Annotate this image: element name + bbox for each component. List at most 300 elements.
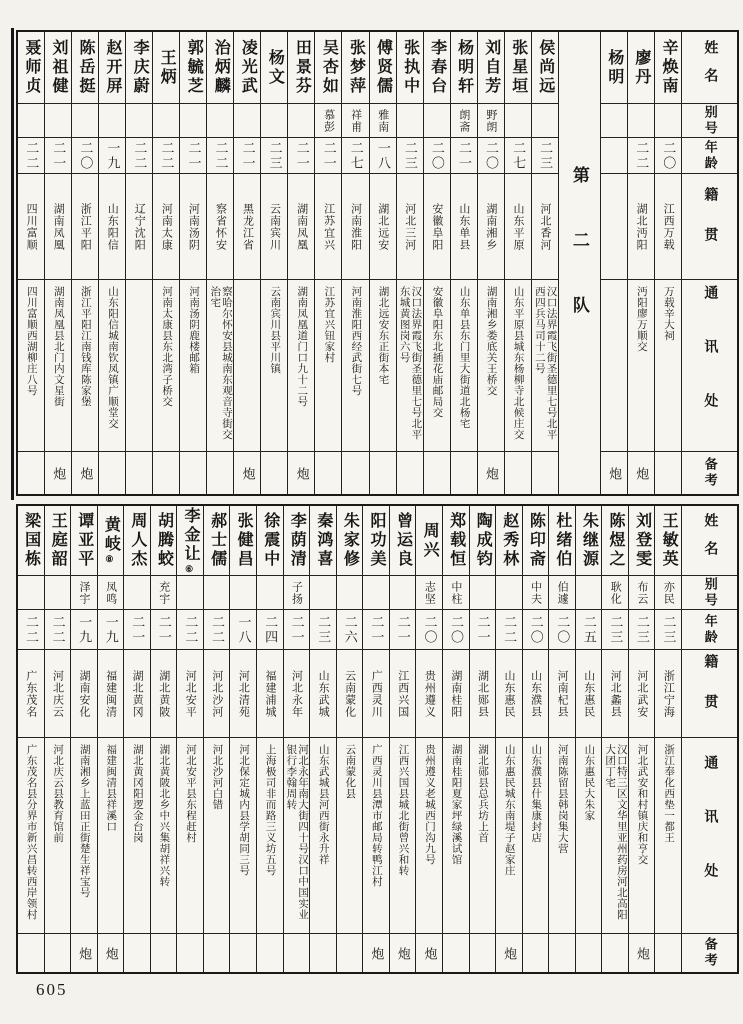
person-alias-cell — [532, 104, 558, 138]
person-remark-cell: 炮 — [634, 946, 650, 960]
person-alias-cell — [363, 576, 389, 610]
person-address-cell: 广西灵川县潭市邮局转鸭江村 — [363, 738, 389, 934]
person-name: 李春台 — [428, 39, 446, 96]
person-remark-cell: 炮 — [422, 946, 438, 960]
person-name: 秦鸿喜 — [314, 512, 332, 569]
person-age-cell: 二〇 — [523, 610, 549, 650]
person-name: 杨明 — [605, 48, 623, 87]
person-native-place-cell: 湖北郧县 — [470, 650, 496, 738]
person-native-place-cell: 察省怀安 — [207, 174, 233, 280]
person-native-place-cell: 湖南湘乡 — [478, 174, 504, 280]
person-name-cell — [505, 32, 531, 104]
person-address-cell: 山东惠民大朱家 — [576, 738, 602, 934]
person-column — [71, 32, 98, 494]
person-age-cell: 二一 — [390, 610, 416, 650]
person-name-cell — [72, 32, 98, 104]
person-name: 辛焕南 — [659, 39, 677, 96]
person-native-place-cell: 山东惠民 — [576, 650, 602, 738]
person-native-place-cell: 湖北黄陂 — [151, 650, 177, 738]
row-label: 年龄 — [682, 138, 737, 174]
person-native-place-cell: 湖北黄冈 — [124, 650, 150, 738]
person-alias-cell — [72, 104, 98, 138]
person-remark-cell — [655, 934, 681, 972]
person-name-cell — [71, 506, 97, 576]
person-native-place-cell: 山东阳信 — [99, 174, 125, 280]
person-name-cell — [416, 506, 442, 576]
person-name: 赵开屏 — [104, 39, 122, 96]
person-age-cell: 二〇 — [549, 610, 575, 650]
person-column — [341, 32, 368, 494]
person-alias-cell — [99, 104, 125, 138]
person-alias-cell: 中夫 — [523, 576, 549, 610]
person-alias-cell: 慕彭 — [315, 104, 341, 138]
person-column — [415, 506, 442, 972]
person-column — [654, 32, 681, 494]
person-column — [44, 32, 71, 494]
person-name: 侯尚远 — [536, 39, 554, 96]
row-label: 年龄 — [682, 610, 737, 650]
person-column — [176, 506, 203, 972]
person-age-cell: 二一 — [151, 610, 177, 650]
person-address-cell: 福建闽清县祥溪口 — [98, 738, 124, 934]
person-alias-cell: 朗斋 — [451, 104, 477, 138]
person-remark-cell — [204, 934, 230, 972]
person-remark-cell — [370, 452, 396, 494]
person-address-cell: 湖北郧县总兵坊上首 — [470, 738, 496, 934]
person-age-cell: 二二 — [496, 610, 522, 650]
person-name-cell — [315, 32, 341, 104]
person-age-cell: 二五 — [576, 610, 602, 650]
person-alias-cell — [204, 576, 230, 610]
person-native-place-cell: 广东茂名 — [18, 650, 44, 738]
person-alias-cell — [397, 104, 423, 138]
person-native-place-cell: 福建闽清 — [98, 650, 124, 738]
person-address-cell — [234, 280, 260, 452]
person-name-cell — [337, 506, 363, 576]
person-age-cell: 二三 — [261, 138, 287, 174]
person-age-cell: 二二 — [153, 138, 179, 174]
person-native-place-cell: 浙江宁海 — [655, 650, 681, 738]
person-age-cell: 二一 — [363, 610, 389, 650]
person-name: 刘自芳 — [482, 39, 500, 96]
person-age-cell: 二一 — [180, 138, 206, 174]
person-column — [150, 506, 177, 972]
person-remark-cell — [180, 452, 206, 494]
person-column — [70, 506, 97, 972]
person-name-cell — [230, 506, 256, 576]
team-divider-column — [558, 32, 600, 494]
team-divider-label: 第二队 — [569, 165, 589, 361]
person-age-cell: 二三 — [655, 610, 681, 650]
person-address-cell: 汉口特三区文华里亚州药房河北高阳大团丁宅 — [602, 738, 628, 934]
person-name-cell — [234, 32, 260, 104]
person-age-cell: 二〇 — [416, 610, 442, 650]
person-alias-cell — [18, 104, 44, 138]
person-alias-cell — [288, 104, 314, 138]
person-column — [125, 32, 152, 494]
person-native-place-cell: 湖南桂阳 — [443, 650, 469, 738]
person-column — [18, 32, 44, 494]
person-name: 聂师贞 — [22, 39, 40, 96]
person-name-cell — [126, 32, 152, 104]
person-native-place-cell: 山东平原 — [505, 174, 531, 280]
person-native-place-cell: 山东濮县 — [523, 650, 549, 738]
person-name: 郭毓芝 — [185, 39, 203, 96]
person-name: 刘祖健 — [49, 39, 67, 96]
person-name-cell — [390, 506, 416, 576]
person-name-cell — [310, 506, 336, 576]
person-alias-cell — [655, 104, 681, 138]
person-column — [423, 32, 450, 494]
person-name: 傅贤儒 — [374, 39, 392, 96]
person-alias-cell: 凤鸣 — [98, 576, 124, 610]
person-alias-cell: 中柱 — [443, 576, 469, 610]
person-alias-cell — [18, 576, 44, 610]
person-alias-cell: 亦民 — [655, 576, 681, 610]
person-name-cell — [177, 506, 203, 576]
person-column — [336, 506, 363, 972]
person-remark-cell: 炮 — [395, 946, 411, 960]
row-label: 通讯处 — [682, 738, 737, 934]
person-column — [309, 506, 336, 972]
person-name-cell — [342, 32, 368, 104]
person-alias-cell — [505, 104, 531, 138]
person-address-cell: 湖南凤凰道门口九十二号 — [288, 280, 314, 452]
row-label: 籍贯 — [682, 650, 737, 738]
person-native-place-cell: 云南宾川 — [261, 174, 287, 280]
person-remark-cell — [177, 934, 203, 972]
person-age-cell: 二二 — [45, 610, 71, 650]
person-address-cell: 河北安平县东程赶村 — [177, 738, 203, 934]
person-alias-cell — [153, 104, 179, 138]
person-column — [97, 506, 124, 972]
person-name: 郑载恒 — [447, 512, 465, 569]
person-age-cell: 二〇 — [443, 610, 469, 650]
person-name-cell — [370, 32, 396, 104]
person-column — [531, 32, 558, 494]
person-remark-cell — [99, 452, 125, 494]
person-address-cell: 浙江平阳江南钱库陈家堡 — [72, 280, 98, 452]
row-label: 姓名 — [682, 506, 737, 576]
person-alias-cell: 雅南 — [370, 104, 396, 138]
person-name: 周人杰 — [128, 512, 146, 569]
person-remark-cell — [153, 452, 179, 494]
person-address-cell: 湖北黄冈阳逻金台岗 — [124, 738, 150, 934]
person-name: 陶成钧 — [474, 512, 492, 569]
person-alias-cell: 祥甫 — [342, 104, 368, 138]
person-remark-cell: 炮 — [484, 466, 500, 480]
person-remark-cell: 炮 — [369, 946, 385, 960]
person-age-cell: 二〇 — [424, 138, 450, 174]
person-column — [260, 32, 287, 494]
person-address-cell: 河北保定城内县学胡同三号 — [230, 738, 256, 934]
person-column — [179, 32, 206, 494]
person-remark-cell — [470, 934, 496, 972]
person-name: 田景芬 — [293, 39, 311, 96]
person-age-cell: 二三 — [532, 138, 558, 174]
person-native-place-cell: 江西万载 — [655, 174, 681, 280]
person-alias-cell — [180, 104, 206, 138]
person-alias-cell — [576, 576, 602, 610]
person-name-cell — [207, 32, 233, 104]
person-address-cell: 万载辛大祠 — [655, 280, 681, 452]
person-address-cell: 山东濮县什集康封店 — [523, 738, 549, 934]
person-address-cell: 江苏宜兴钮家村 — [315, 280, 341, 452]
person-native-place-cell — [601, 174, 627, 280]
person-column — [229, 506, 256, 972]
person-address-cell: 河北沙河白错 — [204, 738, 230, 934]
person-age-cell: 一八 — [370, 138, 396, 174]
person-age-cell: 二〇 — [655, 138, 681, 174]
person-native-place-cell: 浙江平阳 — [72, 174, 98, 280]
person-column — [495, 506, 522, 972]
person-alias-cell — [257, 576, 283, 610]
upper-roster-table — [16, 30, 739, 496]
person-native-place-cell: 河北香河 — [532, 174, 558, 280]
person-name: 朱继源 — [580, 512, 598, 569]
person-name: 张执中 — [401, 39, 419, 96]
person-column — [152, 32, 179, 494]
person-remark-cell — [451, 452, 477, 494]
person-remark-cell — [261, 452, 287, 494]
person-column — [654, 506, 681, 972]
person-name: 赵秀林 — [500, 512, 518, 569]
person-name: 张梦萍 — [347, 39, 365, 96]
person-name: 李金让 — [182, 506, 200, 564]
person-native-place-cell: 福建浦城 — [257, 650, 283, 738]
person-column — [575, 506, 602, 972]
person-age-cell: 二二 — [18, 610, 44, 650]
person-age-cell: 二一 — [315, 138, 341, 174]
person-name: 凌光武 — [239, 39, 257, 96]
person-age-cell: 二〇 — [72, 138, 98, 174]
person-name-cell — [628, 32, 654, 104]
person-alias-cell: 布云 — [629, 576, 655, 610]
person-name: 陈印斋 — [527, 512, 545, 569]
person-name: 刘登雯 — [633, 512, 651, 569]
person-column — [314, 32, 341, 494]
lower-roster-table — [16, 504, 739, 974]
person-name-cell — [655, 506, 681, 576]
person-name-cell — [496, 506, 522, 576]
person-column — [442, 506, 469, 972]
person-alias-cell — [234, 104, 260, 138]
person-age-cell: 二三 — [310, 610, 336, 650]
person-native-place-cell: 河北清苑 — [230, 650, 256, 738]
person-name: 廖丹 — [632, 48, 650, 87]
person-address-cell: 河北武安和村镇庆和亨交 — [629, 738, 655, 934]
person-name-cell — [204, 506, 230, 576]
person-age-cell: 二二 — [628, 138, 654, 174]
person-age-cell: 二二 — [204, 610, 230, 650]
footnote-mark: ⑧ — [105, 555, 116, 565]
person-name: 曾运良 — [394, 512, 412, 569]
person-column — [256, 506, 283, 972]
person-remark-cell — [230, 934, 256, 972]
person-column — [233, 32, 260, 494]
person-name-cell — [99, 32, 125, 104]
person-name: 张星垣 — [509, 39, 527, 96]
page-number: 605 — [36, 980, 68, 999]
footnote-mark: ⑥ — [185, 564, 196, 575]
person-native-place-cell: 山东惠民 — [496, 650, 522, 738]
person-address-cell: 湖南湘乡娄底关王桥交 — [478, 280, 504, 452]
person-native-place-cell: 江苏宜兴 — [315, 174, 341, 280]
person-name-cell — [284, 506, 310, 576]
person-remark-cell — [18, 934, 44, 972]
person-remark-cell — [576, 934, 602, 972]
person-name-cell — [45, 32, 71, 104]
person-address-cell: 浙江奉化西垫一都王 — [655, 738, 681, 934]
person-alias-cell — [126, 104, 152, 138]
person-remark-cell: 炮 — [294, 466, 310, 480]
person-alias-cell: 充宇 — [151, 576, 177, 610]
person-name: 陈煜之 — [607, 512, 625, 569]
person-alias-cell: 泽宇 — [71, 576, 97, 610]
row-label: 别号 — [682, 576, 737, 610]
person-remark-cell — [315, 452, 341, 494]
person-native-place-cell: 河北武安 — [629, 650, 655, 738]
person-age-cell: 二一 — [45, 138, 71, 174]
person-native-place-cell: 河南太康 — [153, 174, 179, 280]
person-name-cell — [397, 32, 423, 104]
person-native-place-cell: 安徽阜阳 — [424, 174, 450, 280]
person-alias-cell — [390, 576, 416, 610]
person-age-cell: 二三 — [602, 610, 628, 650]
person-column — [389, 506, 416, 972]
person-remark-cell: 炮 — [78, 466, 94, 480]
person-name: 郝士儒 — [208, 512, 226, 569]
person-remark-cell — [126, 452, 152, 494]
person-name: 杜绪伯 — [553, 512, 571, 569]
person-name: 阳功美 — [367, 512, 385, 569]
person-name-cell — [98, 506, 124, 576]
person-native-place-cell: 河北沙河 — [204, 650, 230, 738]
person-native-place-cell: 河北三河 — [397, 174, 423, 280]
person-name-cell — [288, 32, 314, 104]
person-age-cell: 二二 — [18, 138, 44, 174]
person-native-place-cell: 湖南安化 — [71, 650, 97, 738]
person-age-cell: 二二 — [126, 138, 152, 174]
person-name-cell — [424, 32, 450, 104]
person-column — [628, 506, 655, 972]
person-native-place-cell: 河北永年 — [284, 650, 310, 738]
person-remark-cell — [424, 452, 450, 494]
person-native-place-cell: 河南杞县 — [549, 650, 575, 738]
person-remark-cell — [655, 452, 681, 494]
person-remark-cell — [124, 934, 150, 972]
person-column — [206, 32, 233, 494]
person-address-cell: 河南汤阴鹿楼邮箱 — [180, 280, 206, 452]
person-address-cell: 湖南湘乡上蓝田正街楚生祥宝号 — [71, 738, 97, 934]
person-native-place-cell: 河南淮阳 — [342, 174, 368, 280]
person-age-cell: 二七 — [342, 138, 368, 174]
person-native-place-cell: 贵州遵义 — [416, 650, 442, 738]
person-name-cell — [180, 32, 206, 104]
person-address-cell: 山东平原县城东杨柳寺北候庄交 — [505, 280, 531, 452]
person-name-cell — [601, 32, 627, 104]
person-name: 朱家修 — [341, 512, 359, 569]
person-column — [18, 506, 44, 972]
person-address-cell: 云南宾川县平川镇 — [261, 280, 287, 452]
person-alias-cell: 志坚 — [416, 576, 442, 610]
person-address-cell — [126, 280, 152, 452]
person-column — [601, 506, 628, 972]
person-name-cell — [478, 32, 504, 104]
person-alias-cell — [601, 104, 627, 138]
person-name: 杨明轩 — [455, 39, 473, 96]
person-native-place-cell: 江西兴国 — [390, 650, 416, 738]
person-address-cell — [601, 280, 627, 452]
person-name-cell — [629, 506, 655, 576]
person-alias-cell — [424, 104, 450, 138]
person-age-cell: 二四 — [257, 610, 283, 650]
person-name-cell — [470, 506, 496, 576]
person-native-place-cell: 湖北沔阳 — [628, 174, 654, 280]
person-alias-cell — [45, 104, 71, 138]
person-remark-cell — [397, 452, 423, 494]
person-column — [396, 32, 423, 494]
person-address-cell: 江西兴国县城北街曾兴和转 — [390, 738, 416, 934]
scan-gutter-line — [11, 28, 14, 500]
person-address-cell: 沔阳廖万顺交 — [628, 280, 654, 452]
person-address-cell: 湖南凤凰县北门内文星街 — [45, 280, 71, 452]
person-column — [477, 32, 504, 494]
person-column — [369, 32, 396, 494]
person-column — [98, 32, 125, 494]
person-name: 王炳 — [158, 48, 176, 87]
person-name: 杨文 — [266, 48, 284, 87]
person-name-cell — [18, 506, 44, 576]
person-age-cell: 一九 — [71, 610, 97, 650]
person-name-cell — [602, 506, 628, 576]
person-address-cell: 四川富顺西湖柳庄八号 — [18, 280, 44, 452]
person-name-cell — [655, 32, 681, 104]
person-name-cell — [532, 32, 558, 104]
person-age-cell: 二三 — [397, 138, 423, 174]
person-column — [362, 506, 389, 972]
person-age-cell: 一八 — [230, 610, 256, 650]
person-name: 梁国栋 — [22, 512, 40, 569]
person-remark-cell — [337, 934, 363, 972]
person-address-cell: 河北永年南大街四十号汉口中国实业银行李翰周转 — [284, 738, 310, 934]
person-address-cell: 湖北黄陂北乡中兴集胡祥兴转 — [151, 738, 177, 934]
person-native-place-cell: 湖北远安 — [370, 174, 396, 280]
person-name: 黄岐 — [102, 516, 120, 554]
person-address-cell: 河北庆云县教育馆前 — [45, 738, 71, 934]
row-label: 备考 — [702, 937, 718, 969]
person-remark-cell: 炮 — [77, 946, 93, 960]
person-column — [283, 506, 310, 972]
person-remark-cell — [532, 452, 558, 494]
person-remark-cell — [549, 934, 575, 972]
person-address-cell: 山东单县东门里大街道北杨宅 — [451, 280, 477, 452]
person-remark-cell — [284, 934, 310, 972]
person-age-cell: 二二 — [207, 138, 233, 174]
person-age-cell: 二一 — [288, 138, 314, 174]
person-address-cell: 山东阳信城南钦凤镇广顺堂交 — [99, 280, 125, 452]
person-native-place-cell: 河北蠡县 — [602, 650, 628, 738]
person-remark-cell: 炮 — [103, 946, 119, 960]
person-address-cell: 河南淮阳西经武街七号 — [342, 280, 368, 452]
person-column — [44, 506, 71, 972]
person-age-cell: 二一 — [124, 610, 150, 650]
person-remark-cell — [257, 934, 283, 972]
person-remark-cell — [18, 452, 44, 494]
person-native-place-cell: 广西灵川 — [363, 650, 389, 738]
person-column — [203, 506, 230, 972]
person-column — [123, 506, 150, 972]
